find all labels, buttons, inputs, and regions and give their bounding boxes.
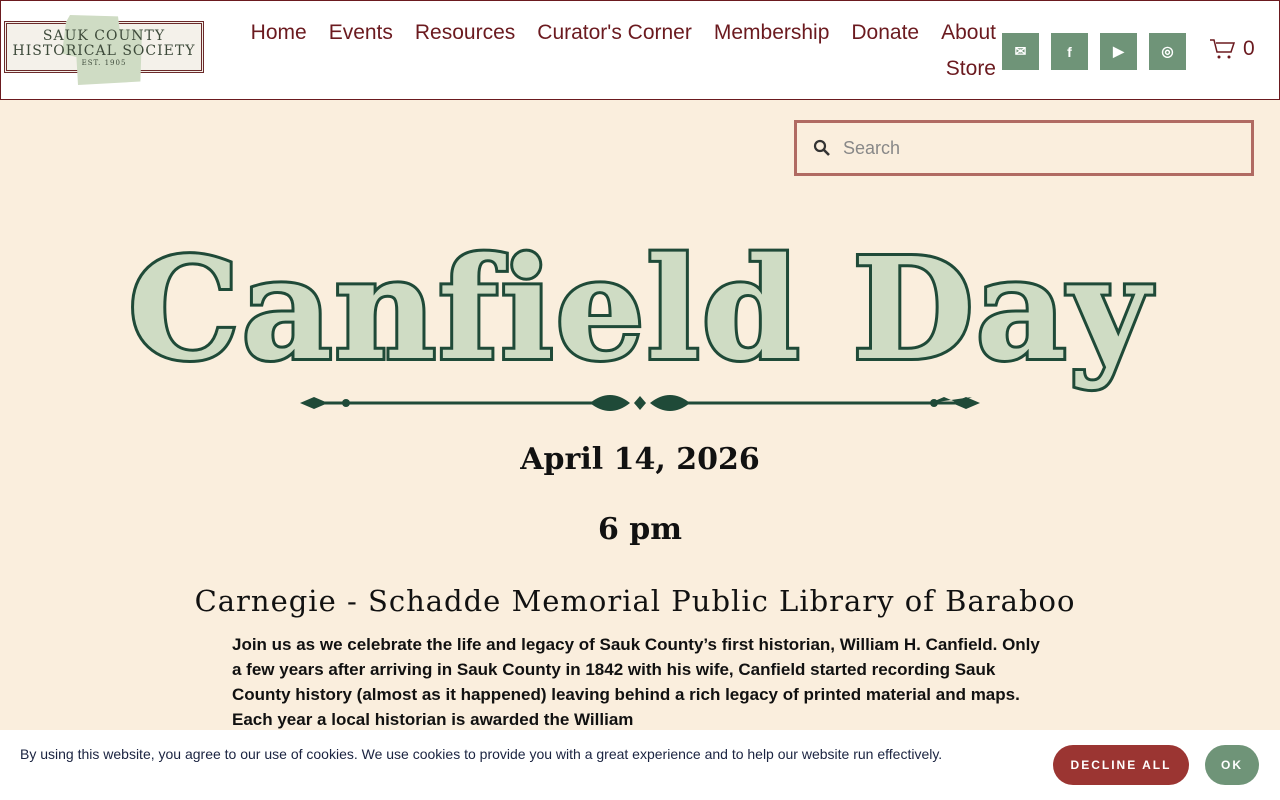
logo-line2: HISTORICAL SOCIETY xyxy=(12,43,196,59)
site-header xyxy=(0,0,1280,100)
event-title: Canfield Day xyxy=(128,228,1152,392)
facebook-icon[interactable]: f xyxy=(1051,33,1088,70)
nav-membership[interactable]: Membership xyxy=(713,21,830,44)
search-placeholder: Search xyxy=(843,137,901,158)
search-icon xyxy=(813,139,831,157)
instagram-icon[interactable]: ◎ xyxy=(1149,33,1186,70)
logo-line3: EST. 1905 xyxy=(81,59,127,67)
nav-resources[interactable]: Resources xyxy=(414,21,516,44)
ok-button[interactable]: OK xyxy=(1205,745,1259,785)
cookie-banner xyxy=(0,730,1280,800)
event-location: Carnegie - Schadde Memorial Public Library of Baraboo xyxy=(194,584,1076,618)
cart-button[interactable] xyxy=(1209,37,1255,61)
nav-donate[interactable]: Donate xyxy=(851,21,920,44)
event-time: 6 pm xyxy=(597,512,683,547)
event-date: April 14, 2026 xyxy=(520,442,760,477)
social-links xyxy=(1002,33,1186,70)
youtube-icon[interactable]: ▶ xyxy=(1100,33,1137,70)
search-input[interactable] xyxy=(794,120,1254,176)
nav-events[interactable]: Events xyxy=(328,21,393,44)
event-description: Join us as we celebrate the life and legacy of Sauk County’s first historian, William H. Canfield. Only a few years after arriving in Sauk County in 1842 with his wife, Canfield started recording Sauk County history (almost as it happened) leaving behind a rich legacy of printed material and maps. Each year a local historian is awarded the William xyxy=(232,635,1040,729)
cart-icon xyxy=(1209,37,1237,61)
logo[interactable] xyxy=(4,15,204,87)
nav-home[interactable]: Home xyxy=(250,21,307,44)
nav-store[interactable]: Store xyxy=(945,57,996,80)
email-icon[interactable]: ✉ xyxy=(1002,33,1039,70)
decline-all-button[interactable]: DECLINE ALL xyxy=(1053,745,1189,785)
cart-count: 0 xyxy=(1243,37,1255,60)
nav-curators-corner[interactable]: Curator's Corner xyxy=(537,21,692,44)
ornament-divider xyxy=(300,390,980,418)
cookie-text: By using this website, you agree to our use of cookies. We use cookies to provide you with a great experience and to help our website run effectively. xyxy=(20,746,943,762)
main-nav xyxy=(206,15,996,87)
logo-line1: SAUK COUNTY xyxy=(42,28,166,44)
nav-about[interactable]: About xyxy=(941,21,996,44)
